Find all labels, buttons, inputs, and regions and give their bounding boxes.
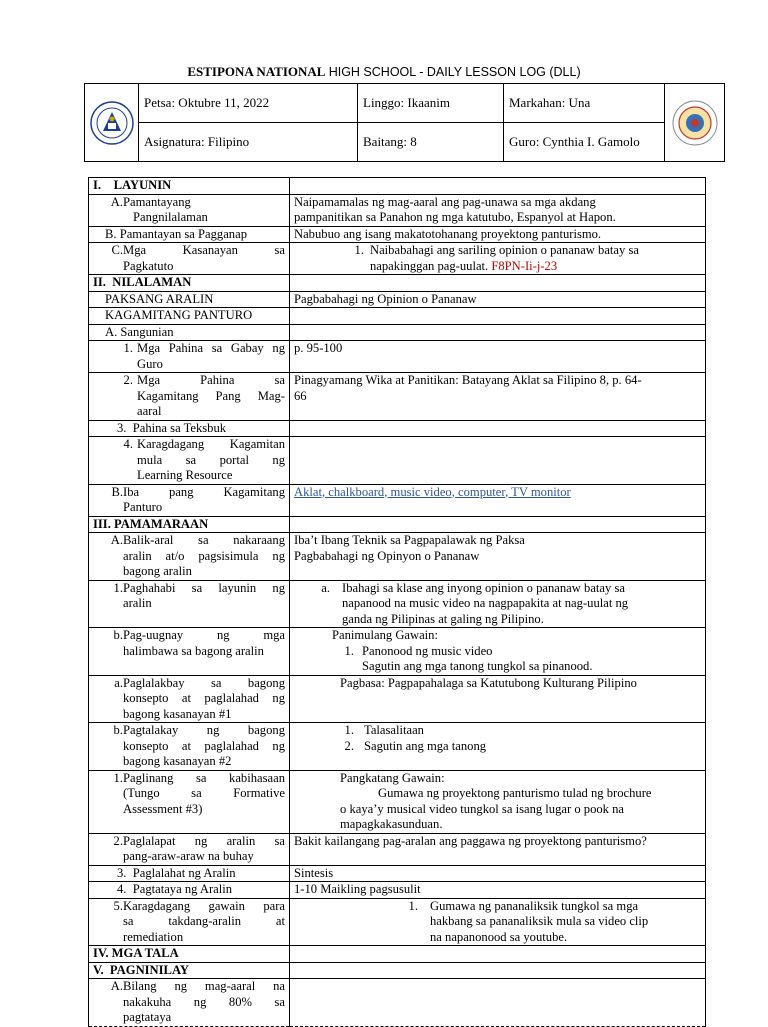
section-layunin bbox=[89, 178, 706, 195]
section-mga-tala bbox=[89, 946, 706, 963]
header-table bbox=[84, 83, 725, 162]
row-kagamitang-mag-aaral: 2. Mga Pahina sa Kagamitang Pang Mag- aaral Pinagyamang Wika at Panitikan: Batayang Aklat sa Filipino 8, p. 64- 66 bbox=[89, 373, 706, 421]
row-paksang-aralin: PAKSANG ARALIN Pagbabahagi ng Opinion o Pananaw bbox=[89, 291, 706, 308]
title-rest: HIGH SCHOOL - DAILY LESSON LOG (DLL) bbox=[328, 65, 581, 79]
row-balik-aral: A. Balik-aral sa nakaraang aralin at/o pagsisimula ng bagong aralin Iba’t Ibang Teknik sa Pagpapalawak ng Paksa Pagbabahagi ng Opinyon o Pananaw bbox=[89, 533, 706, 581]
asignatura-cell: Asignatura: Filipino bbox=[139, 123, 358, 162]
markahan-cell: Markahan: Una bbox=[504, 84, 665, 123]
row-bilang-mag-aaral: A. Bilang ng mag-aaral na nakakuha ng 80% sa pagtataya bbox=[89, 979, 706, 1027]
row-paglalahat: 3. Paglalahat ng Aralin Sintesis bbox=[89, 865, 706, 882]
section-pagninilay bbox=[89, 962, 706, 979]
section-title: I. LAYUNIN bbox=[89, 178, 290, 195]
competency-code: F8PN-Ii-j-23 bbox=[491, 258, 558, 273]
materials-link[interactable]: Aklat, chalkboard, music video, computer, TV monitor bbox=[294, 484, 571, 499]
row-pagtataya: 4. Pagtataya ng Aralin 1-10 Maikling pagsusulit bbox=[89, 882, 706, 899]
row-kasanayan: C. Mga Kasanayan sa Pagkatuto 1. Naibabahagi ang sariling opinion o pananaw batay sa napakinggan pag-uulat. F8PN-Ii-j-23 bbox=[89, 243, 706, 275]
row-paglalakbay: a. Paglalakbay sa bagong konsepto at paglalahad ng bagong kasanayan #1 Pagbasa: Pagpapahalaga sa Katutubong Kulturang Pilipino bbox=[89, 675, 706, 723]
row-paglalapat: 2. Paglalapat ng aralin sa pang-araw-araw na buhay Bakit kailangang pag-aralan ang paggawa ng proyektong panturismo? bbox=[89, 833, 706, 865]
row-sangunian: A. Sangunian bbox=[89, 324, 706, 341]
row-learning-resource: 4. Karagdagang Kagamitan mula sa portal ng Learning Resource bbox=[89, 437, 706, 485]
deped-logo-cell bbox=[85, 84, 139, 162]
section-title: IV. MGA TALA bbox=[89, 946, 290, 963]
row-pamantayan-pagganap: B. Pamantayan sa Pagganap Nabubuo ang isang makatotohanang proyektong panturismo. bbox=[89, 226, 706, 243]
linggo-cell: Linggo: Ikaanim bbox=[358, 84, 504, 123]
row-gabay-guro: 1. Mga Pahina sa Gabay ng Guro p. 95-100 bbox=[89, 341, 706, 373]
baitang-cell: Baitang: 8 bbox=[358, 123, 504, 162]
row-pamantayang-pangnilalaman: A. Pamantayang Pangnilalaman Naipamamalas ng mag-aaral ang pag-unawa sa mga akdang pampanitikan sa Panahon ng mga katutubo, Espanyol at Hapon. bbox=[89, 194, 706, 226]
section-title: V. PAGNINILAY bbox=[89, 962, 290, 979]
guro-cell: Guro: Cynthia I. Gamolo bbox=[504, 123, 665, 162]
school-logo-cell bbox=[665, 84, 725, 162]
deped-seal-icon bbox=[90, 101, 134, 145]
row-teksbuk: 3. Pahina sa Teksbuk bbox=[89, 420, 706, 437]
school-name: ESTIPONA NATIONAL bbox=[187, 64, 326, 79]
document-title bbox=[0, 64, 768, 80]
lesson-table bbox=[88, 177, 706, 1027]
row-iba-pang-kagamitan: B. Iba pang Kagamitang Panturo Aklat, chalkboard, music video, computer, TV monitor bbox=[89, 484, 706, 516]
row-pagtalakay: b. Pagtalakay ng bagong konsepto at paglalahad ng bagong kasanayan #2 1. Talasalitaan 2. Sagutin ang mga tanong bbox=[89, 723, 706, 771]
row-kagamitang-panturo: KAGAMITANG PANTURO bbox=[89, 308, 706, 325]
section-nilalaman bbox=[89, 275, 706, 292]
section-pamamaraan bbox=[89, 516, 706, 533]
school-seal-icon bbox=[672, 100, 718, 146]
section-title: II. NILALAMAN bbox=[89, 275, 290, 292]
row-paglinang: 1. Paglinang sa kabihasaan (Tungo sa Formative Assessment #3) Pangkatang Gawain: Gumawa ng proyektong panturismo tulad ng brochure o kaya’y musical video tungkol sa isang lugar o pook na mapagkakasunduan. bbox=[89, 770, 706, 833]
row-karagdagang-gawain: 5. Karagdagang gawain para sa takdang-aralin at remediation 1. Gumawa ng pananaliksik tungkol sa mga hakbang sa pananaliksik mula sa video clip na napanonood sa youtube. bbox=[89, 898, 706, 946]
section-title: III. PAMAMARAAN bbox=[89, 516, 290, 533]
row-paghahabi: 1. Paghahabi sa layunin ng aralin a. Ibahagi sa klase ang inyong opinion o pananaw batay sa napanood na music video na nagpapakita at nag-uulat ng ganda ng Pilipinas at galing ng Pilipino. bbox=[89, 580, 706, 628]
petsa-cell: Petsa: Oktubre 11, 2022 bbox=[139, 84, 358, 123]
row-pag-uugnay: b. Pag-uugnay ng mga halimbawa sa bagong aralin Panimulang Gawain: 1. Panonood ng music video Sagutin ang mga tanong tungkol sa pinanood. bbox=[89, 628, 706, 676]
